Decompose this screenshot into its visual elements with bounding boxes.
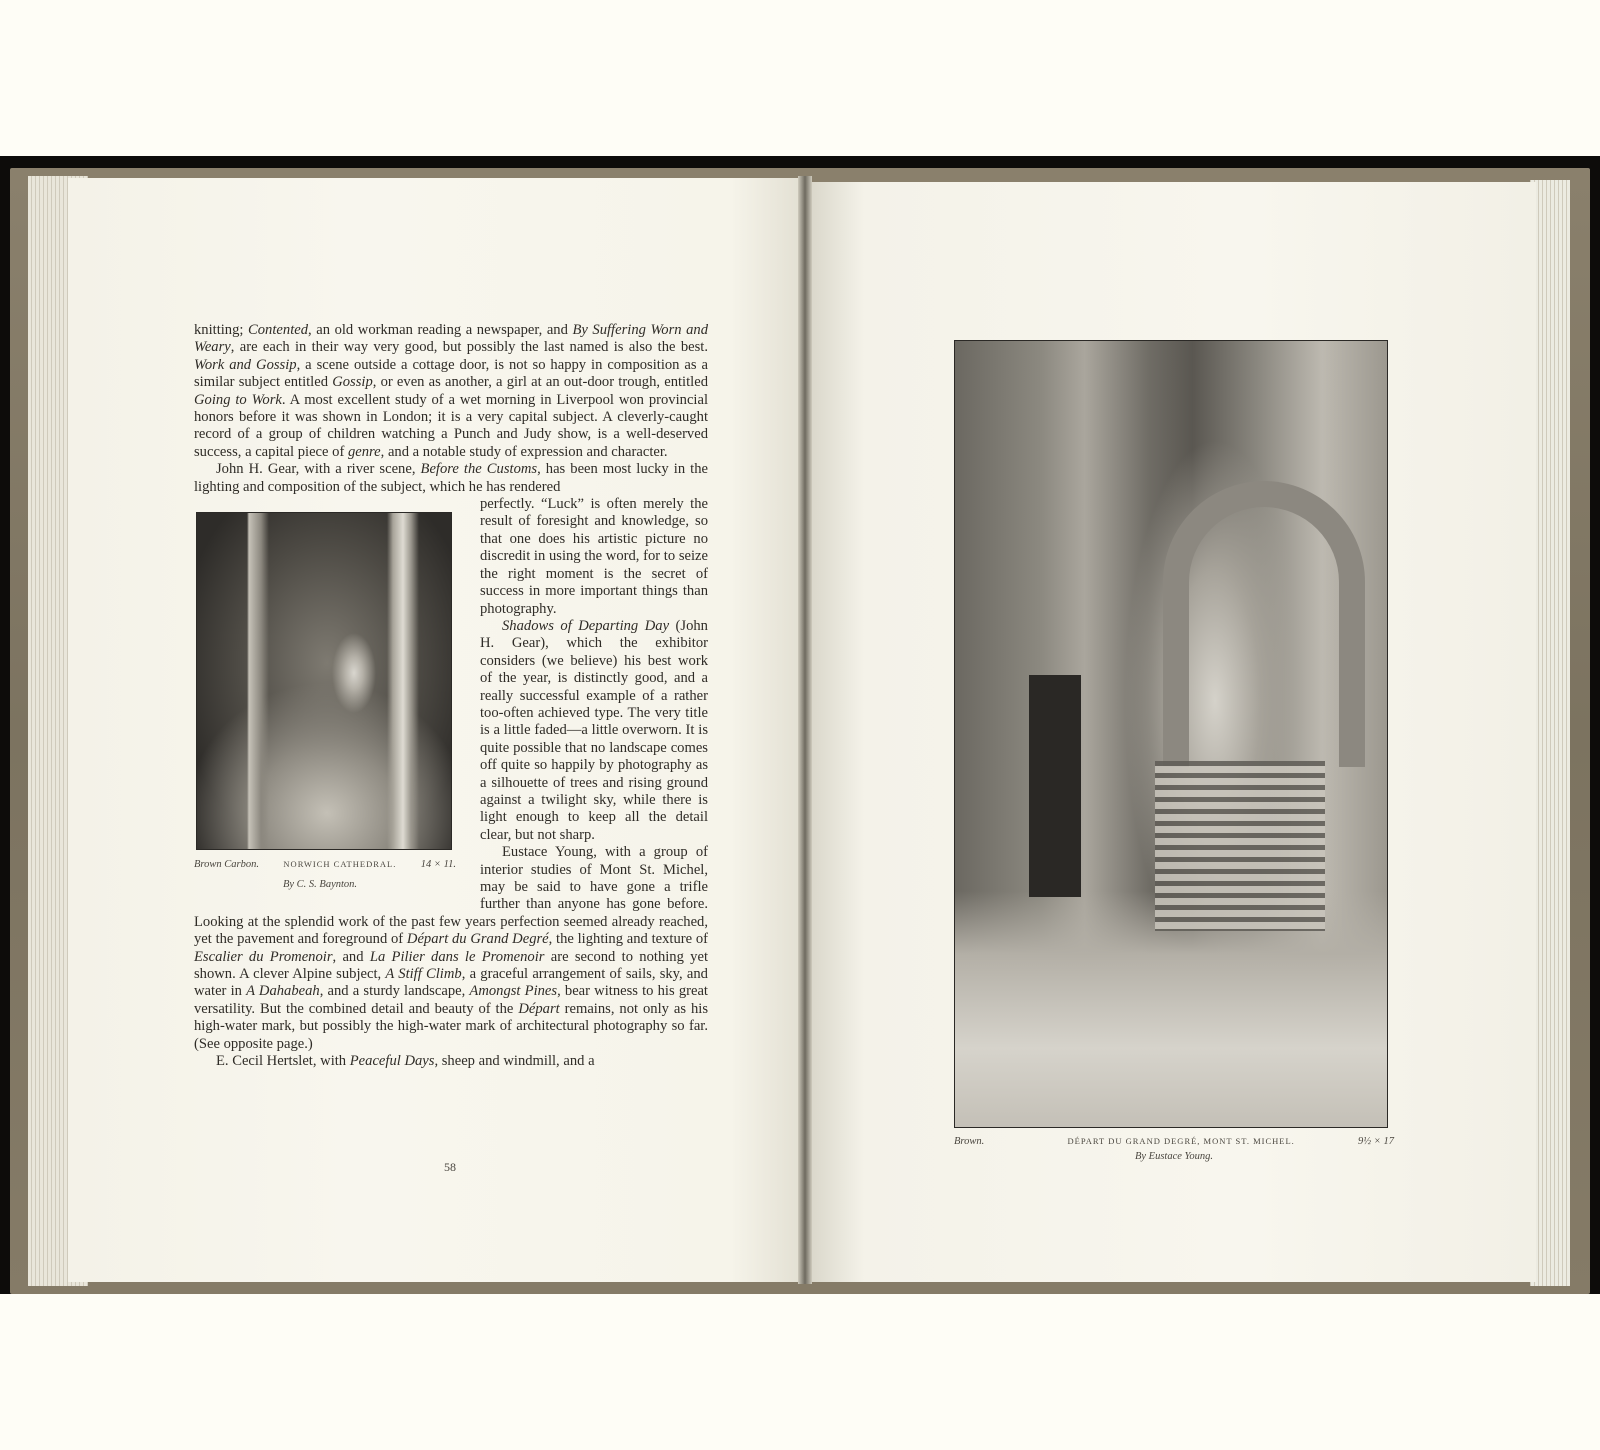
italic-title: A Dahabeah: [246, 983, 320, 1000]
plate-caption-credit: By Eustace Young.: [1134, 1151, 1214, 1162]
body-paragraph: [194, 1053, 708, 1070]
caption-title: NORWICH CATHEDRAL.: [283, 859, 397, 870]
italic-title: Going to Work: [194, 391, 282, 408]
book-gutter: [798, 176, 812, 1284]
italic-title: A Stiff Climb: [385, 966, 462, 983]
text-run: knitting;: [194, 322, 249, 338]
italic-title: Contented: [248, 322, 309, 338]
italic-title: Before the Customs: [420, 461, 538, 478]
plate-caption-title: DÉPART DU GRAND DEGRÉ, MONT ST. MICHEL.: [1067, 1136, 1295, 1146]
plate-caption: [954, 1136, 1394, 1162]
italic-title: La Pilier dans le Promenoir: [369, 948, 545, 965]
text-run: , and a sturdy landscape,: [319, 983, 470, 1000]
plate-doorway: [1029, 675, 1081, 897]
text-run: . A most excellent study of a wet morning in Liverpool won provincial honors before it was shown in London; it is a very capital subject. A cleverly-caught record of a group of children watching a Punch and Judy show, is a well-deserved success, a capital piece of: [194, 391, 709, 460]
italic-title: genre: [347, 443, 381, 460]
text-run: , bear witness to his great versatility. But the combined detail and beauty of the: [194, 983, 708, 1017]
norwich-cathedral-photo: [196, 512, 452, 850]
italic-title: Work and Gossip: [194, 356, 297, 373]
italic-title: Départ du Grand Degré: [406, 931, 549, 948]
text-run: perfectly. “Luck” is often merely the result of foresight and knowledge, so that one does his artistic picture no discredit in using the word, for to seize the right moment is the secret of success in more important things than photography.: [480, 496, 708, 617]
italic-title: By Suffering Worn and Weary: [194, 322, 709, 356]
italic-title: Peaceful Days: [349, 1053, 435, 1070]
text-run: are second to nothing yet shown. A clever Alpine subject,: [194, 948, 709, 983]
plate-caption-medium: Brown.: [954, 1136, 985, 1147]
text-run: , a scene outside a cottage door, is not so happy in composition as a similar subject entitled: [194, 356, 708, 391]
right-page-edges: [1530, 180, 1570, 1286]
text-run: , a graceful arrangement of sails, sky, and water in: [194, 966, 708, 1000]
italic-title: Shadows of Departing Day: [502, 617, 670, 634]
page-number: 58: [444, 1160, 456, 1174]
norwich-cathedral-figure: [194, 504, 480, 902]
depart-du-grand-degre-plate: [954, 340, 1388, 1128]
body-paragraph: [194, 461, 708, 496]
italic-title: Escalier du Promenoir: [194, 948, 333, 965]
text-run: , sheep and windmill, and a: [434, 1053, 595, 1070]
left-page-text-column: [194, 322, 708, 1070]
text-run: John H. Gear, with a river scene,: [216, 461, 421, 478]
text-run: , are each in their way very good, but possibly the last named is also the best.: [230, 339, 708, 356]
text-run: , and: [332, 948, 370, 965]
body-paragraph: [194, 322, 708, 461]
italic-title: Amongst Pines: [469, 983, 558, 1000]
text-run: E. Cecil Hertslet, with: [216, 1053, 350, 1070]
text-run: Eustace Young, with a group of interior studies of Mont St. Michel, may be said to have gone a trifle further than anyone has gone before. Looking at the splendid work of the past few years perfection seemed already reached, yet the pavement and foreground of: [194, 844, 708, 948]
text-run: , the lighting and texture of: [548, 931, 708, 948]
norwich-cathedral-caption: [194, 856, 456, 894]
text-run: , or even as another, a girl at an out-door trough, entitled: [372, 374, 708, 391]
text-run: , an old workman reading a newspaper, and: [308, 322, 573, 338]
italic-title: Gossip: [332, 374, 373, 391]
text-run: , and a notable study of expression and character.: [380, 443, 668, 460]
text-run: , has been most lucky in the lighting and composition of the subject, which he has rendered: [194, 461, 709, 495]
caption-size: 14 × 11.: [420, 859, 456, 871]
italic-title: Départ: [518, 1000, 560, 1017]
caption-medium: Brown Carbon.: [194, 859, 259, 871]
plate-caption-size: 9½ × 17: [1358, 1136, 1394, 1147]
text-run: remains, not only as his high-water mark, but possibly the high-water mark of architectural photography so far. (See opposite page.): [194, 1000, 708, 1052]
plate-arch: [1163, 481, 1365, 767]
caption-credit: By C. S. Baynton.: [282, 879, 358, 891]
plate-staircase: [1155, 761, 1325, 931]
text-run: (John H. Gear), which the exhibitor considers (we believe) his best work of the year, is distinctly good, and a really successful example of a rather too-often achieved type. The very title is a little faded—a little overworn. It is quite possible that no landscape comes off quite so happily by photography as a silhouette of trees and rising ground against a twilight sky, while there is light enough to keep all the detail clear, but not sharp.: [480, 617, 708, 843]
